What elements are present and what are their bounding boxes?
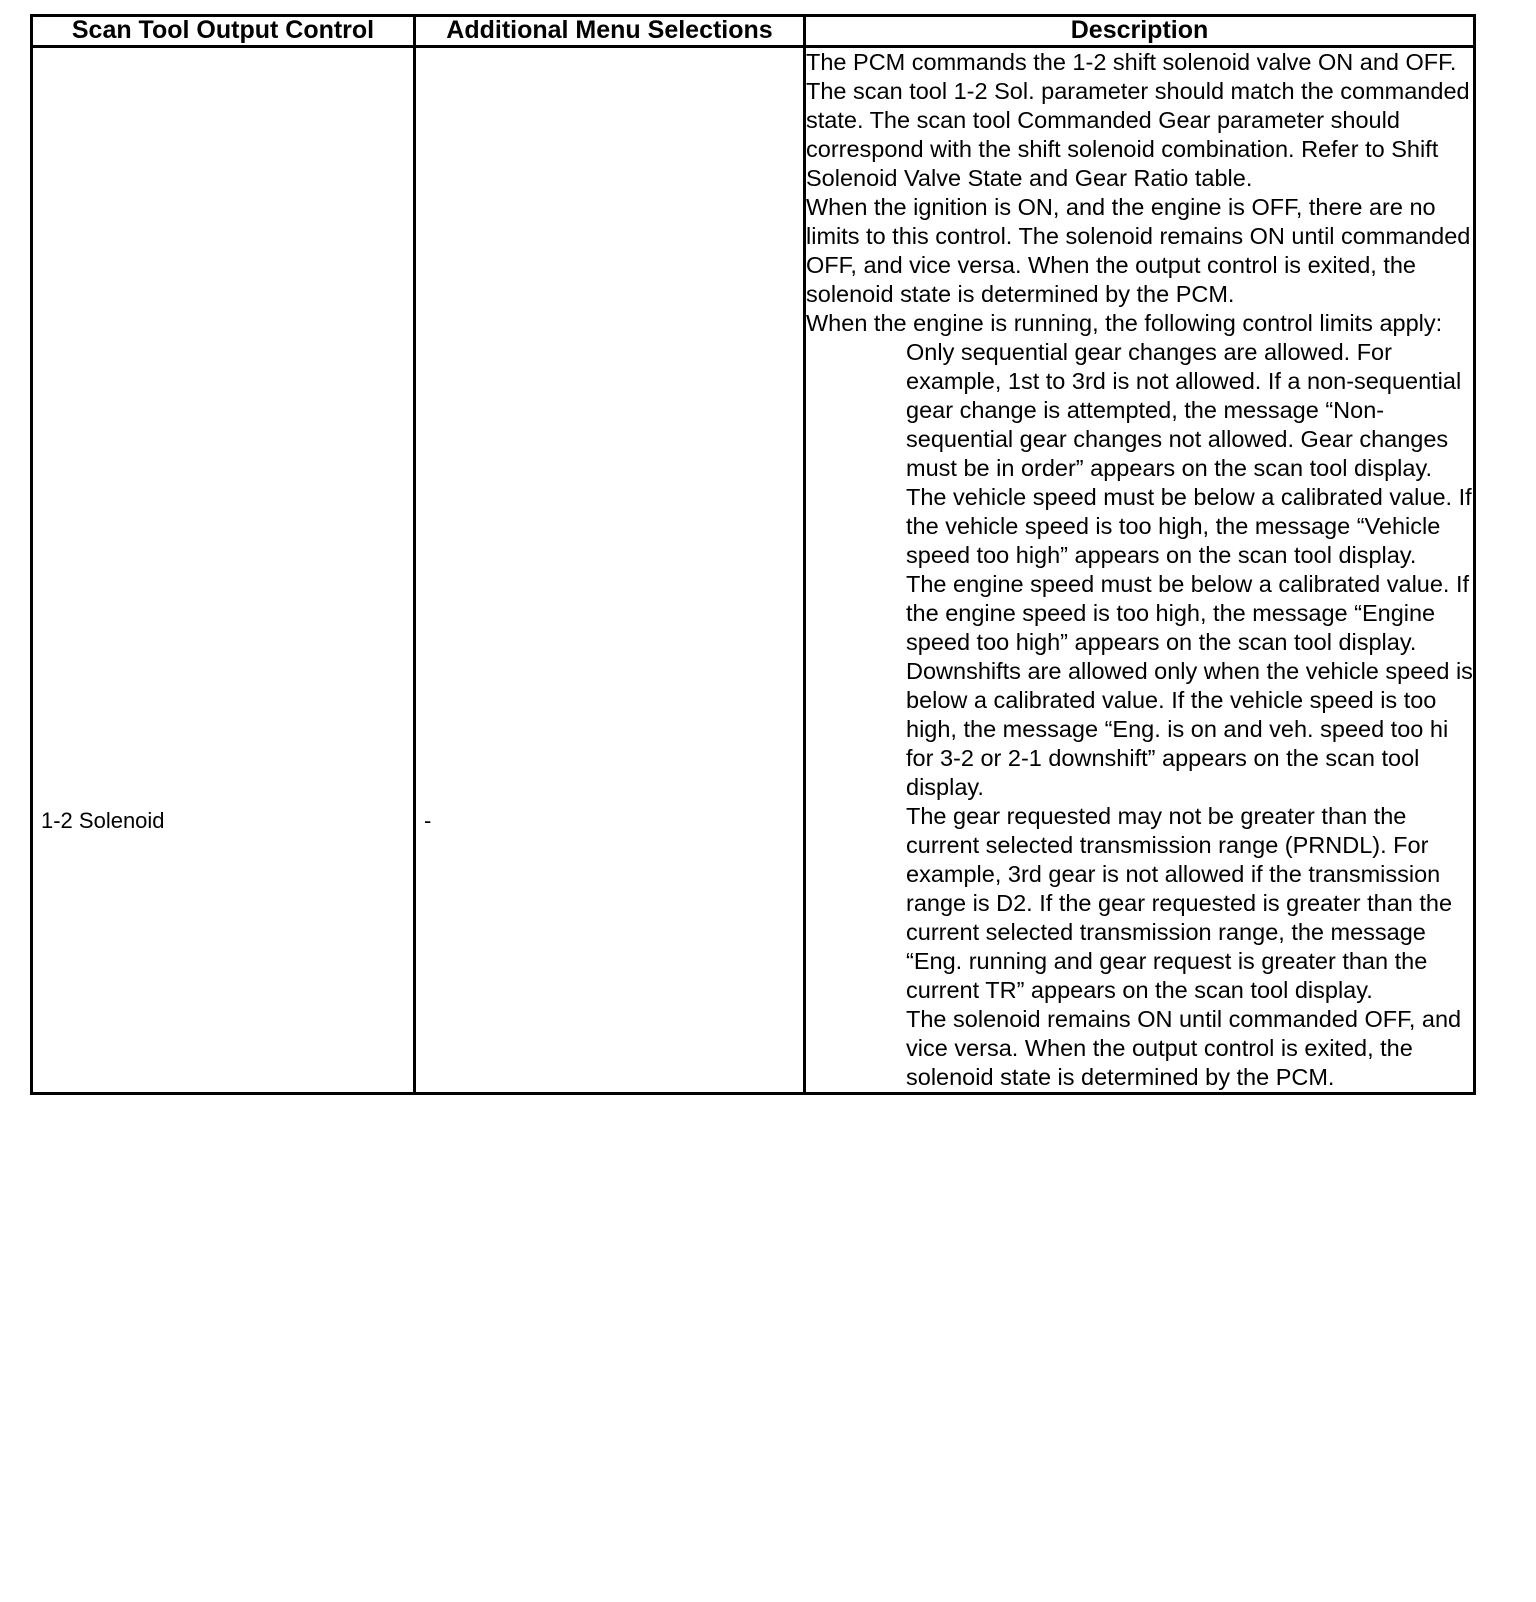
description-bullet: The engine speed must be below a calibrated value. If the engine speed is too high, the message “Engine speed too high” appears on the scan tool display. (906, 570, 1470, 655)
description-paragraph: When the engine is running, the following control limits apply: (806, 309, 1443, 336)
output-control-label: 1-2 Solenoid (41, 807, 165, 833)
description-bullet: Downshifts are allowed only when the vehicle speed is below a calibrated value. If the vehicle speed is too high, the message “Eng. is on and veh. speed too hi for 3-2 or 2-1 downshift” appears on the scan tool display. (906, 657, 1473, 800)
column-header-description: Description (805, 16, 1475, 47)
description-paragraph: The PCM commands the 1-2 shift solenoid valve ON and OFF. The scan tool 1-2 Sol. parameter should match the commanded state. The scan tool Commanded Gear parameter should correspond with the shift solenoid combination. Refer to Shift Solenoid Valve State and Gear Ratio table. (806, 48, 1470, 191)
table-header-row (32, 16, 1475, 47)
description-bullet: Only sequential gear changes are allowed. For example, 1st to 3rd is not allowed. If a non-sequential gear change is attempted, the message “Non-sequential gear changes not allowed. Gear changes must be in order” appears on the scan tool display. (906, 338, 1462, 481)
description-bullet: The gear requested may not be greater than the current selected transmission range (PRNDL). For example, 3rd gear is not allowed if the transmission range is D2. If the gear requested is greater than the current selected transmission range, the message “Eng. running and gear request is greater than the current TR” appears on the scan tool display. (906, 802, 1453, 1003)
table-body (32, 46, 1475, 1094)
description-bullet: The vehicle speed must be below a calibrated value. If the vehicle speed is too high, the message “Vehicle speed too high” appears on the scan tool display. (906, 483, 1472, 568)
additional-menu-label: - (424, 807, 432, 833)
cell-additional-menu-selections (415, 46, 805, 1094)
table-header (32, 16, 1475, 47)
description-bullet: The solenoid remains ON until commanded OFF, and vice versa. When the output control is exited, the solenoid state is determined by the PCM. (906, 1006, 1462, 1091)
scan-tool-output-control-table (30, 14, 1476, 1095)
column-header-additional-menu-selections: Additional Menu Selections (415, 16, 805, 47)
table-row (32, 46, 1475, 1094)
description-body (806, 48, 1473, 1093)
description-paragraph: When the ignition is ON, and the engine is OFF, there are no limits to this control. The solenoid remains ON until commanded OFF, and vice versa. When the output control is exited, the solenoid state is determined by the PCM. (806, 193, 1471, 307)
cell-description (805, 46, 1475, 1094)
cell-output-control (32, 46, 415, 1094)
column-header-scan-tool-output-control: Scan Tool Output Control (32, 16, 415, 47)
